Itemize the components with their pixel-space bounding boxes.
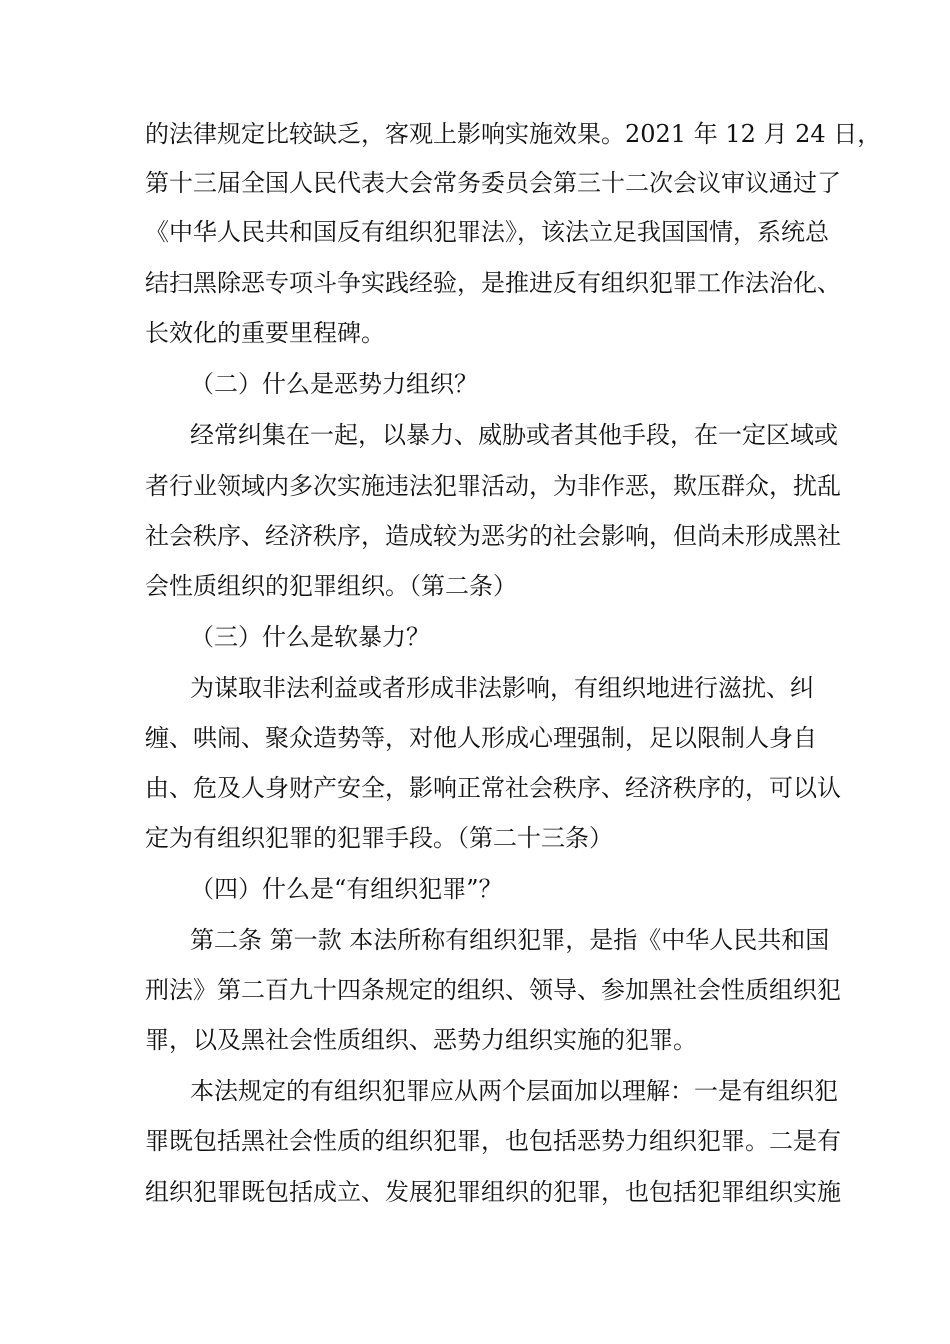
text-line-4: 结扫黑除恶专项斗争实践经验，是推进反有组织犯罪工作法治化、 <box>145 269 841 297</box>
text-line-1: 的法律规定比较缺乏，客观上影响实施效果。2021 年 12 月 24 日， <box>145 120 882 148</box>
text-line-20: 本法规定的有组织犯罪应从两个层面加以理解：一是有组织犯 <box>190 1077 838 1105</box>
section-heading-3: （三）什么是软暴力？ <box>190 623 430 651</box>
text-line-22: 组织犯罪既包括成立、发展犯罪组织的犯罪，也包括犯罪组织实施 <box>145 1178 841 1206</box>
text-line-8: 者行业领域内多次实施违法犯罪活动，为非作恶，欺压群众，扰乱 <box>145 472 841 500</box>
text-line-10: 会性质组织的犯罪组织。（第二条） <box>145 572 517 600</box>
text-line-14: 由、危及人身财产安全，影响正常社会秩序、经济秩序的，可以认 <box>145 774 841 802</box>
text-line-15: 定为有组织犯罪的犯罪手段。（第二十三条） <box>145 824 613 852</box>
text-line-12: 为谋取非法利益或者形成非法影响，有组织地进行滋扰、纠 <box>190 674 814 702</box>
text-line-19: 罪，以及黑社会性质组织、恶势力组织实施的犯罪。 <box>145 1026 697 1054</box>
text-line-2: 第十三届全国人民代表大会常务委员会第三十二次会议审议通过了 <box>145 169 841 197</box>
text-line-13: 缠、哄闹、聚众造势等，对他人形成心理强制，足以限制人身自 <box>145 724 817 752</box>
text-line-7: 经常纠集在一起，以暴力、威胁或者其他手段，在一定区域或 <box>190 421 838 449</box>
text-line-18: 刑法》第二百九十四条规定的组织、领导、参加黑社会性质组织犯 <box>145 976 841 1004</box>
section-heading-2: （二）什么是恶势力组织？ <box>190 370 478 398</box>
text-line-9: 社会秩序、经济秩序，造成较为恶劣的社会影响，但尚未形成黑社 <box>145 522 841 550</box>
section-heading-4: （四）什么是“有组织犯罪”？ <box>190 875 503 903</box>
text-line-21: 罪既包括黑社会性质的组织犯罪，也包括恶势力组织犯罪。二是有 <box>145 1127 841 1155</box>
text-line-5: 长效化的重要里程碑。 <box>145 319 385 347</box>
text-line-3: 《中华人民共和国反有组织犯罪法》，该法立足我国国情，系统总 <box>145 218 829 246</box>
text-line-17: 第二条 第一款 本法所称有组织犯罪，是指《中华人民共和国 <box>190 926 830 954</box>
